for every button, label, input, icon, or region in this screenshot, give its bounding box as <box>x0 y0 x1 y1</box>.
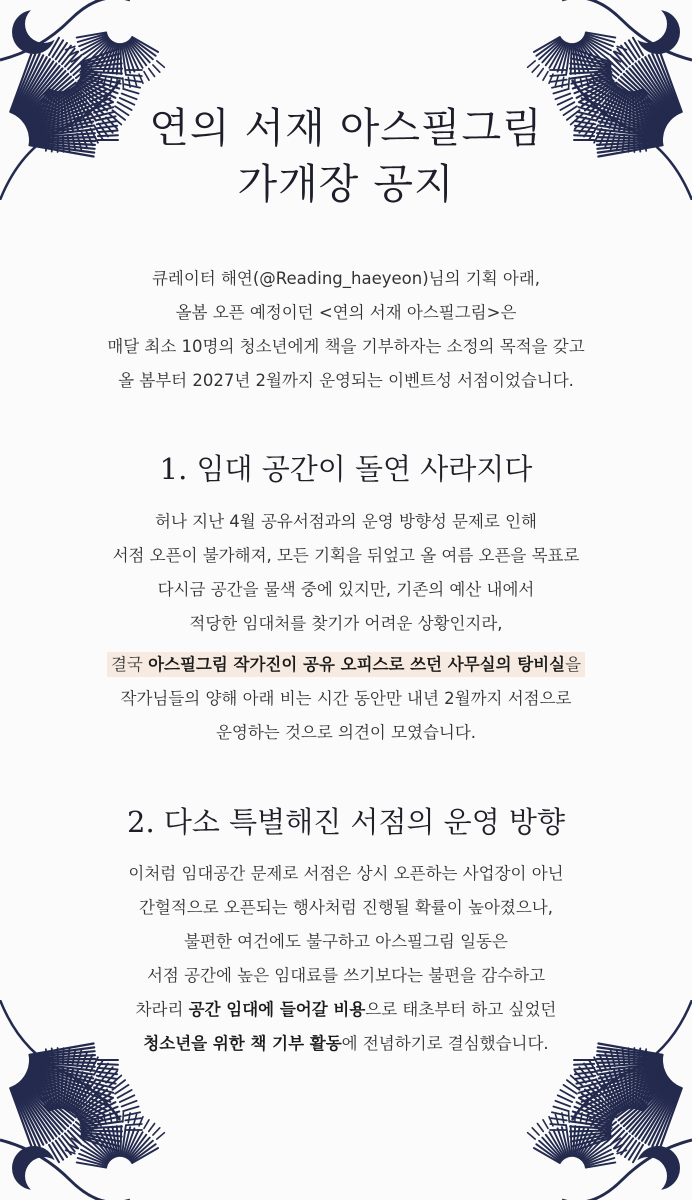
section-2-line-bold-donation <box>0 1027 692 1061</box>
section-1-highlight-paragraph <box>0 648 692 750</box>
line5-prefix: 차라리 <box>135 1000 189 1019</box>
section-1-line: 적당한 임대처를 찾기가 어려운 상황인지라, <box>189 614 503 633</box>
intro-line: 올봄 오픈 예정이던 <연의 서재 아스필그림>은 <box>175 303 517 322</box>
section-2-heading: 2. 다소 특별해진 서점의 운영 방향 <box>127 805 565 839</box>
line5-suffix: 으로 태초부터 하고 싶었던 <box>365 1000 557 1019</box>
section-2-paragraph <box>0 857 692 1061</box>
page-title <box>0 100 692 212</box>
line6-bold-text: 청소년을 위한 책 기부 활동 <box>143 1034 342 1053</box>
line5-bold-text: 공간 임대에 들어갈 비용 <box>188 1000 366 1019</box>
intro-line: 큐레이터 해연(@Reading_haeyeon)님의 기획 아래, <box>151 269 541 288</box>
intro-paragraph <box>0 262 692 398</box>
page-title-line-2: 가개장 공지 <box>237 160 455 208</box>
section-1-paragraph <box>0 505 692 641</box>
section-2-line: 서점 공간에 높은 임대료를 쓰기보다는 불편을 감수하고 <box>146 966 546 985</box>
section-2-line: 불편한 여건에도 불구하고 아스필그림 일동은 <box>184 932 508 951</box>
highlight-bold-text: 아스필그림 작가진이 공유 오피스로 쓰던 사무실의 탕비실 <box>148 655 566 674</box>
highlight-line <box>0 648 692 682</box>
highlight-suffix: 을 <box>565 655 582 674</box>
section-1-heading: 1. 임대 공간이 돌연 사라지다 <box>159 452 533 486</box>
section-1-after-line: 운영하는 것으로 의견이 모였습니다. <box>215 723 477 742</box>
section-1-line: 다시금 공간을 물색 중에 있지만, 기존의 예산 내에서 <box>157 580 535 599</box>
highlight-mark <box>107 652 585 677</box>
section-1-line: 허나 지난 4월 공유서점과의 운영 방향성 문제로 인해 <box>155 512 537 531</box>
section-2-line-bold-cost <box>0 993 692 1027</box>
section-2-line: 간헐적으로 오픈되는 행사처럼 진행될 확률이 높아졌으나, <box>138 898 553 917</box>
section-1-after-line: 작가님들의 양해 아래 비는 시간 동안만 내년 2월까지 서점으로 <box>120 689 572 708</box>
page-title-line-1: 연의 서재 아스필그림 <box>149 104 543 152</box>
line6-suffix: 에 전념하기로 결심했습니다. <box>341 1034 549 1053</box>
section-1-line: 서점 오픈이 불가해져, 모든 기획을 뒤엎고 올 여름 오픈을 목표로 <box>112 546 580 565</box>
intro-line: 매달 최소 10명의 청소년에게 책을 기부하자는 소정의 목적을 갖고 <box>107 337 585 356</box>
intro-line: 올 봄부터 2027년 2월까지 운영되는 이벤트성 서점이었습니다. <box>118 371 574 390</box>
highlight-prefix: 결국 <box>110 655 149 674</box>
section-2-line: 이처럼 임대공간 문제로 서점은 상시 오픈하는 사업장이 아닌 <box>128 864 564 883</box>
